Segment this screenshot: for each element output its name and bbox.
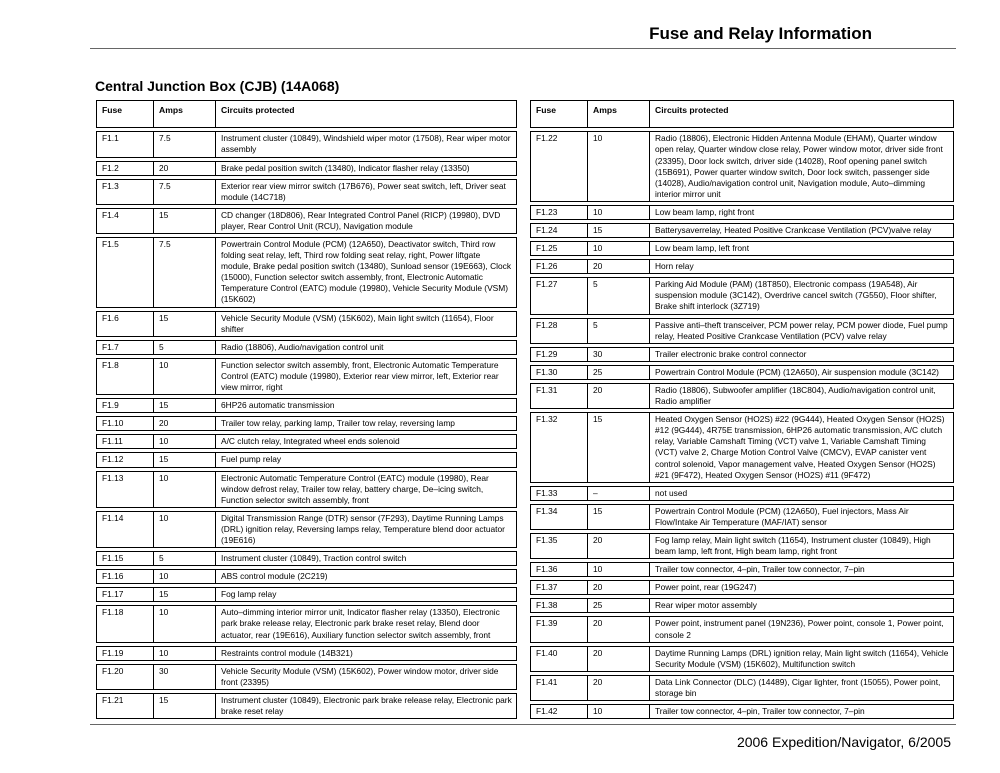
circuits-cell: Powertrain Control Module (PCM) (12A650), Fuel injectors, Mass Air Flow/Intake Air Temperature (MAF/IAT) sensor <box>650 504 954 529</box>
circuits-cell: Heated Oxygen Sensor (HO2S) #22 (9G444), Heated Oxygen Sensor (HO2S) #12 (9G444), 4R75E transmission, 6HP26 automatic transmission, A/C clutch relay, Variable Camshaft Timing (VCT) valve 1, Variable Camshaft Timing (VCT) valve 2, Charge Motion Control Valve (CMCV), EVAP canister vent control solenoid, Vapor management valve, Heated Oxygen Sensor (HO2S) #21 (9F472), Heated Oxygen Sensor (HO2S) #11 (9F472) <box>650 413 954 483</box>
table-row <box>531 383 954 408</box>
amps-cell: 10 <box>588 132 650 202</box>
fuse-cell: F1.38 <box>531 599 588 613</box>
table-row <box>97 132 517 157</box>
table-row <box>97 435 517 449</box>
table-row <box>531 533 954 558</box>
amps-cell: 10 <box>588 563 650 577</box>
circuits-cell: ABS control module (2C219) <box>216 570 517 584</box>
table-row <box>531 486 954 500</box>
table-row <box>531 242 954 256</box>
section-title: Central Junction Box (CJB) (14A068) <box>95 78 340 94</box>
circuits-cell: Digital Transmission Range (DTR) sensor (7F293), Daytime Running Lamps (DRL) ignition relay, Reversing lamps relay, Temperature blend door actuator (19E616) <box>216 511 517 547</box>
table-row <box>97 340 517 354</box>
circuits-cell: Radio (18806), Audio/navigation control unit <box>216 340 517 354</box>
fuse-cell: F1.34 <box>531 504 588 529</box>
circuits-cell: Low beam lamp, left front <box>650 242 954 256</box>
table-row <box>97 311 517 336</box>
fuse-cell: F1.3 <box>97 179 154 204</box>
table-row <box>531 617 954 642</box>
fuse-cell: F1.39 <box>531 617 588 642</box>
fuse-cell: F1.16 <box>97 570 154 584</box>
table-row <box>97 417 517 431</box>
circuits-cell: Vehicle Security Module (VSM) (15K602), Power window motor, driver side front (23395) <box>216 664 517 689</box>
amps-cell: 10 <box>154 358 216 394</box>
circuits-cell: Vehicle Security Module (VSM) (15K602), Main light switch (11654), Floor shifter <box>216 311 517 336</box>
fuse-cell: F1.42 <box>531 705 588 719</box>
circuits-cell: Fuel pump relay <box>216 453 517 467</box>
table-row <box>97 399 517 413</box>
amps-cell: 15 <box>154 693 216 718</box>
amps-cell: 20 <box>588 260 650 274</box>
amps-cell: 30 <box>588 347 650 361</box>
table-row <box>531 205 954 219</box>
circuits-cell: Trailer electronic brake control connector <box>650 347 954 361</box>
amps-cell: 10 <box>154 570 216 584</box>
fuse-cell: F1.24 <box>531 224 588 238</box>
fuse-cell: F1.12 <box>97 453 154 467</box>
circuits-cell: Power point, rear (19G247) <box>650 581 954 595</box>
amps-cell: 10 <box>588 205 650 219</box>
table-row <box>97 511 517 547</box>
circuits-cell: Instrument cluster (10849), Windshield wiper motor (17508), Rear wiper motor assembly <box>216 132 517 157</box>
amps-cell: 15 <box>154 588 216 602</box>
table-row <box>531 705 954 719</box>
amps-cell: 15 <box>588 224 650 238</box>
fuse-cell: F1.35 <box>531 533 588 558</box>
fuse-cell: F1.29 <box>531 347 588 361</box>
circuits-cell: Batterysaverrelay, Heated Positive Crankcase Ventilation (PCV)valve relay <box>650 224 954 238</box>
table-row <box>531 646 954 671</box>
fuse-cell: F1.40 <box>531 646 588 671</box>
circuits-cell: Function selector switch assembly, front, Electronic Automatic Temperature Control (EATC) module (19980), Exterior rear view mirror, left, Exterior rear view mirror, right <box>216 358 517 394</box>
fuse-cell: F1.2 <box>97 161 154 175</box>
amps-cell: 5 <box>588 318 650 343</box>
circuits-cell: Electronic Automatic Temperature Control (EATC) module (19980), Rear window defrost relay, Trailer tow relay, battery charge, De–icing switch, Function selector switch assembly, front <box>216 471 517 507</box>
table-row <box>531 413 954 483</box>
footer-divider <box>90 724 956 725</box>
table-row <box>97 238 517 308</box>
amps-cell: 15 <box>588 504 650 529</box>
circuits-cell: Fog lamp relay, Main light switch (11654), Instrument cluster (10849), High beam lamp, left front, High beam lamp, right front <box>650 533 954 558</box>
circuits-cell: A/C clutch relay, Integrated wheel ends solenoid <box>216 435 517 449</box>
amps-cell: – <box>588 486 650 500</box>
fuse-cell: F1.37 <box>531 581 588 595</box>
amps-cell: 15 <box>154 311 216 336</box>
column-header-circuits: Circuits protected <box>216 101 517 128</box>
table-row <box>531 581 954 595</box>
circuits-cell: Powertrain Control Module (PCM) (12A650), Deactivator switch, Third row folding seat relay, left, Third row folding seat relay, right, Power liftgate module, Brake pedal position switch (13480), Sunload sensor (19E663), Clock (15000), Function selector switch assembly, front, Electronic Automatic Temperature Control (EATC) module (19980), Vehicle Security Module (VSM) (15K602) <box>216 238 517 308</box>
table-row <box>531 224 954 238</box>
fuse-cell: F1.14 <box>97 511 154 547</box>
circuits-cell: Passive anti–theft transceiver, PCM power relay, PCM power diode, Fuel pump relay, Heated Positive Crankcase Ventilation (PCV) valve relay <box>650 318 954 343</box>
circuits-cell: Parking Aid Module (PAM) (18T850), Electronic compass (19A548), Air suspension module (3C142), Overdrive cancel switch (7G550), Floor shifter, Brake shift interlock (3Z719) <box>650 278 954 314</box>
footer-text: 2006 Expedition/Navigator, 6/2005 <box>736 734 951 750</box>
amps-cell: 10 <box>154 471 216 507</box>
circuits-cell: Brake pedal position switch (13480), Indicator flasher relay (13350) <box>216 161 517 175</box>
page-header-title: Fuse and Relay Information <box>649 24 872 43</box>
amps-cell: 5 <box>588 278 650 314</box>
table-header-row <box>531 101 954 128</box>
circuits-cell: Rear wiper motor assembly <box>650 599 954 613</box>
fuse-cell: F1.19 <box>97 646 154 660</box>
table-header-row <box>97 101 517 128</box>
fuse-cell: F1.32 <box>531 413 588 483</box>
circuits-cell: Radio (18806), Electronic Hidden Antenna Module (EHAM), Quarter window open relay, Quarter window close relay, Power window motor, driver side front (23395), Door lock switch, driver side (14028), Roof opening panel switch (15B691), Power quarter window switch, Door lock switch, passenger side (14028), Audio/navigation control unit, Navigation module, Auto–dimming interior mirror unit <box>650 132 954 202</box>
fuse-cell: F1.5 <box>97 238 154 308</box>
table-row <box>97 606 517 642</box>
circuits-cell: Low beam lamp, right front <box>650 205 954 219</box>
fuse-cell: F1.1 <box>97 132 154 157</box>
fuse-cell: F1.13 <box>97 471 154 507</box>
fuse-cell: F1.28 <box>531 318 588 343</box>
table-row <box>97 453 517 467</box>
table-row <box>531 318 954 343</box>
circuits-cell: Powertrain Control Module (PCM) (12A650), Air suspension module (3C142) <box>650 365 954 379</box>
table-row <box>531 365 954 379</box>
amps-cell: 10 <box>588 705 650 719</box>
circuits-cell: Daytime Running Lamps (DRL) ignition relay, Main light switch (11654), Vehicle Security Module (VSM) (15K602), Multifunction switch <box>650 646 954 671</box>
amps-cell: 30 <box>154 664 216 689</box>
amps-cell: 5 <box>154 552 216 566</box>
fuse-cell: F1.23 <box>531 205 588 219</box>
circuits-cell: Trailer tow relay, parking lamp, Trailer tow relay, reversing lamp <box>216 417 517 431</box>
amps-cell: 10 <box>154 435 216 449</box>
table-row <box>97 471 517 507</box>
fuse-cell: F1.33 <box>531 486 588 500</box>
amps-cell: 25 <box>588 365 650 379</box>
amps-cell: 20 <box>588 617 650 642</box>
table-row <box>531 675 954 700</box>
amps-cell: 10 <box>154 646 216 660</box>
circuits-cell: Instrument cluster (10849), Traction control switch <box>216 552 517 566</box>
circuits-cell: Trailer tow connector, 4–pin, Trailer tow connector, 7–pin <box>650 705 954 719</box>
table-row <box>97 208 517 233</box>
fuse-cell: F1.15 <box>97 552 154 566</box>
table-row <box>531 132 954 202</box>
circuits-cell: Auto–dimming interior mirror unit, Indicator flasher relay (13350), Electronic park brake release relay, Electronic park brake reset relay, Blend door actuator, rear (19E616), Auxiliary function selector switch assembly, front <box>216 606 517 642</box>
fuse-cell: F1.11 <box>97 435 154 449</box>
amps-cell: 20 <box>588 581 650 595</box>
table-row <box>97 552 517 566</box>
amps-cell: 10 <box>154 511 216 547</box>
amps-cell: 7.5 <box>154 132 216 157</box>
fuse-cell: F1.6 <box>97 311 154 336</box>
amps-cell: 15 <box>588 413 650 483</box>
circuits-cell: Radio (18806), Subwoofer amplifier (18C804), Audio/navigation control unit, Radio amplifier <box>650 383 954 408</box>
amps-cell: 7.5 <box>154 238 216 308</box>
circuits-cell: Instrument cluster (10849), Electronic park brake release relay, Electronic park brake reset relay <box>216 693 517 718</box>
amps-cell: 20 <box>588 383 650 408</box>
circuits-cell: CD changer (18D806), Rear Integrated Control Panel (RICP) (19980), DVD player, Rear Control Unit (RCU), Navigation module <box>216 208 517 233</box>
amps-cell: 10 <box>588 242 650 256</box>
circuits-cell: Trailer tow connector, 4–pin, Trailer tow connector, 7–pin <box>650 563 954 577</box>
circuits-cell: not used <box>650 486 954 500</box>
amps-cell: 15 <box>154 399 216 413</box>
table-row <box>97 646 517 660</box>
amps-cell: 20 <box>588 646 650 671</box>
table-row <box>531 563 954 577</box>
table-row <box>97 588 517 602</box>
table-row <box>97 664 517 689</box>
circuits-cell: Exterior rear view mirror switch (17B676), Power seat switch, left, Driver seat module (14C718) <box>216 179 517 204</box>
fuse-cell: F1.25 <box>531 242 588 256</box>
table-row <box>97 693 517 718</box>
fuse-cell: F1.18 <box>97 606 154 642</box>
fuse-cell: F1.20 <box>97 664 154 689</box>
fuse-cell: F1.22 <box>531 132 588 202</box>
amps-cell: 7.5 <box>154 179 216 204</box>
fuse-table-right <box>530 100 954 719</box>
fuse-cell: F1.41 <box>531 675 588 700</box>
amps-cell: 20 <box>588 533 650 558</box>
table-row <box>531 347 954 361</box>
column-header-amps: Amps <box>154 101 216 128</box>
circuits-cell: Horn relay <box>650 260 954 274</box>
fuse-cell: F1.7 <box>97 340 154 354</box>
amps-cell: 25 <box>588 599 650 613</box>
fuse-cell: F1.31 <box>531 383 588 408</box>
table-row <box>97 358 517 394</box>
fuse-cell: F1.4 <box>97 208 154 233</box>
fuse-cell: F1.10 <box>97 417 154 431</box>
fuse-cell: F1.21 <box>97 693 154 718</box>
fuse-cell: F1.26 <box>531 260 588 274</box>
amps-cell: 10 <box>154 606 216 642</box>
circuits-cell: Fog lamp relay <box>216 588 517 602</box>
fuse-cell: F1.36 <box>531 563 588 577</box>
fuse-cell: F1.9 <box>97 399 154 413</box>
column-header-fuse: Fuse <box>531 101 588 128</box>
amps-cell: 20 <box>588 675 650 700</box>
fuse-table-left <box>96 100 517 719</box>
circuits-cell: Power point, instrument panel (19N236), Power point, console 1, Power point, console 2 <box>650 617 954 642</box>
column-header-amps: Amps <box>588 101 650 128</box>
amps-cell: 15 <box>154 208 216 233</box>
circuits-cell: 6HP26 automatic transmission <box>216 399 517 413</box>
fuse-cell: F1.17 <box>97 588 154 602</box>
fuse-cell: F1.27 <box>531 278 588 314</box>
circuits-cell: Restraints control module (14B321) <box>216 646 517 660</box>
circuits-cell: Data Link Connector (DLC) (14489), Cigar lighter, front (15055), Power point, storage bin <box>650 675 954 700</box>
table-row <box>97 161 517 175</box>
fuse-cell: F1.30 <box>531 365 588 379</box>
amps-cell: 20 <box>154 161 216 175</box>
header-divider <box>90 48 956 49</box>
table-row <box>531 504 954 529</box>
column-header-circuits: Circuits protected <box>650 101 954 128</box>
amps-cell: 5 <box>154 340 216 354</box>
table-row <box>97 570 517 584</box>
table-row <box>531 260 954 274</box>
fuse-cell: F1.8 <box>97 358 154 394</box>
table-row <box>97 179 517 204</box>
table-row <box>531 278 954 314</box>
table-row <box>531 599 954 613</box>
amps-cell: 15 <box>154 453 216 467</box>
column-header-fuse: Fuse <box>97 101 154 128</box>
amps-cell: 20 <box>154 417 216 431</box>
